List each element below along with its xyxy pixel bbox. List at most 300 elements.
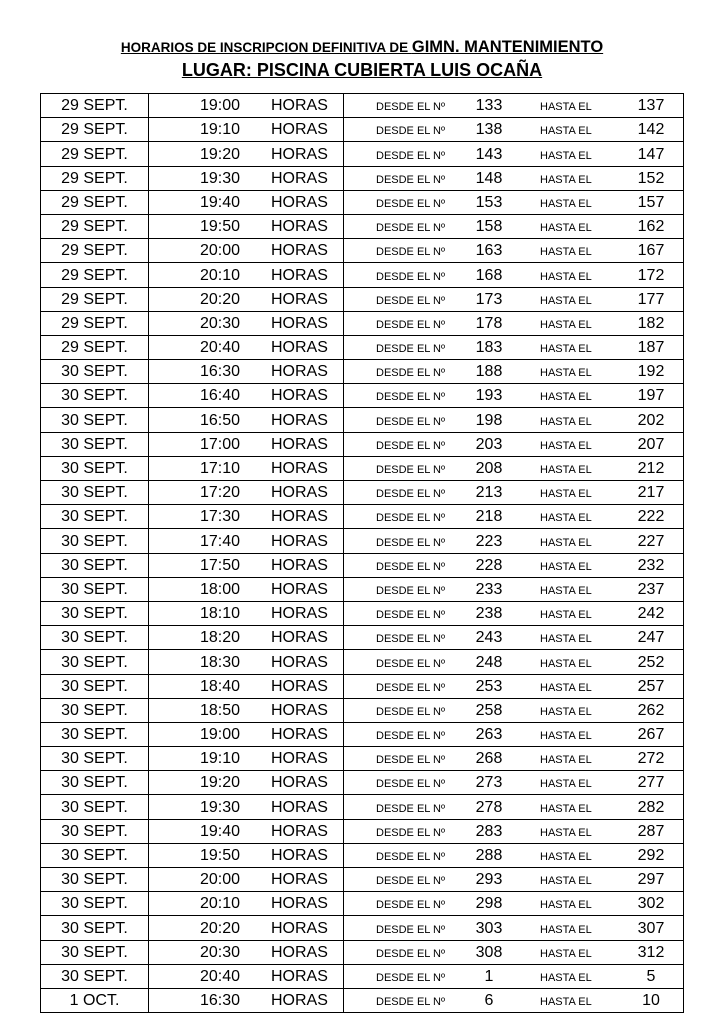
hasta-label: HASTA EL (540, 754, 592, 767)
detail-cell (149, 650, 684, 674)
desde-label: DESDE EL Nº (376, 512, 446, 525)
row-to-number: 312 (637, 943, 665, 961)
row-time: 20:30 (199, 943, 241, 961)
detail-cell (149, 988, 684, 1012)
row-to-number: 222 (637, 508, 665, 526)
detail-cell (149, 577, 684, 601)
row-to-number: 147 (637, 145, 665, 163)
date-cell (41, 698, 149, 722)
horas-label: HORAS (271, 726, 328, 744)
date-cell (41, 843, 149, 867)
title-prefix: HORARIOS DE INSCRIPCION DEFINITIVA DE (120, 40, 412, 55)
date-cell (41, 819, 149, 843)
desde-label: DESDE EL Nº (376, 464, 446, 476)
row-time: 17:40 (199, 532, 241, 550)
date-cell (41, 190, 149, 214)
date-cell (41, 408, 149, 432)
table-row (41, 239, 684, 263)
hasta-label: HASTA EL (540, 875, 592, 888)
desde-label: DESDE EL Nº (376, 899, 446, 912)
row-time: 20:30 (199, 314, 241, 332)
horas-label: HORAS (271, 193, 328, 211)
row-date: 30 SEPT. (61, 677, 128, 695)
desde-label: DESDE EL Nº (376, 947, 446, 960)
horas-label: HORAS (271, 290, 328, 308)
detail-cell (149, 118, 684, 142)
horas-label: HORAS (271, 169, 328, 187)
table-row (41, 722, 684, 746)
table-row (41, 190, 684, 214)
horas-label: HORAS (271, 411, 328, 429)
row-date: 29 SEPT. (61, 169, 128, 187)
row-to-number: 10 (642, 992, 660, 1010)
table-row (41, 626, 684, 650)
row-time: 20:40 (199, 339, 241, 357)
row-time: 20:20 (199, 919, 241, 937)
row-from-number: 288 (475, 847, 503, 864)
table-row (41, 214, 684, 238)
detail-cell (149, 311, 684, 335)
detail-cell (149, 795, 684, 819)
table-row (41, 287, 684, 311)
horas-label: HORAS (271, 242, 328, 260)
hasta-label: HASTA EL (540, 681, 592, 694)
row-date: 30 SEPT. (61, 508, 128, 526)
desde-label: DESDE EL Nº (376, 875, 446, 888)
hasta-label: HASTA EL (540, 439, 592, 452)
desde-label: DESDE EL Nº (376, 705, 446, 718)
horas-label: HORAS (271, 145, 328, 163)
row-to-number: 242 (637, 605, 665, 623)
row-from-number: 293 (475, 871, 503, 889)
desde-label: DESDE EL Nº (376, 391, 446, 404)
row-to-number: 187 (637, 339, 665, 357)
row-from-number: 143 (475, 145, 503, 163)
column-divider (343, 505, 344, 528)
hasta-label: HASTA EL (540, 923, 592, 936)
row-from-number: 6 (484, 992, 494, 1010)
column-divider (343, 239, 344, 262)
row-to-number: 142 (637, 121, 665, 139)
row-from-number: 178 (475, 314, 503, 332)
row-from-number: 308 (475, 943, 503, 961)
hasta-label: HASTA EL (540, 971, 592, 984)
column-divider (343, 892, 344, 915)
date-cell (41, 360, 149, 384)
date-cell (41, 94, 149, 118)
row-to-number: 287 (637, 822, 665, 840)
table-row (41, 601, 684, 625)
desde-label: DESDE EL Nº (376, 802, 446, 815)
desde-label: DESDE EL Nº (376, 101, 446, 114)
horas-label: HORAS (271, 580, 328, 598)
desde-label: DESDE EL Nº (376, 778, 446, 791)
detail-cell (149, 481, 684, 505)
row-time: 19:00 (199, 97, 241, 115)
hasta-label: HASTA EL (540, 802, 592, 815)
hasta-label: HASTA EL (540, 996, 592, 1009)
horas-label: HORAS (271, 363, 328, 381)
horas-label: HORAS (271, 629, 328, 647)
detail-cell (149, 94, 684, 118)
detail-cell (149, 819, 684, 843)
column-divider (343, 844, 344, 867)
column-divider (343, 384, 344, 407)
row-date: 30 SEPT. (61, 532, 128, 550)
row-to-number: 202 (637, 411, 665, 429)
table-row (41, 505, 684, 529)
row-time: 19:10 (199, 121, 241, 139)
detail-cell (149, 529, 684, 553)
row-to-number: 157 (637, 193, 665, 211)
column-divider (343, 433, 344, 456)
date-cell (41, 868, 149, 892)
row-to-number: 252 (637, 653, 665, 671)
row-time: 17:20 (199, 484, 241, 502)
row-time: 19:30 (199, 169, 241, 187)
row-date: 30 SEPT. (61, 605, 128, 623)
desde-label: DESDE EL Nº (376, 536, 446, 549)
column-divider (343, 868, 344, 891)
hasta-label: HASTA EL (540, 125, 592, 138)
hasta-label: HASTA EL (540, 560, 592, 573)
desde-label: DESDE EL Nº (376, 197, 446, 210)
column-divider (343, 408, 344, 431)
hasta-label: HASTA EL (540, 391, 592, 404)
table-row (41, 311, 684, 335)
row-date: 30 SEPT. (61, 411, 128, 429)
desde-label: DESDE EL Nº (376, 971, 446, 984)
row-to-number: 197 (637, 387, 665, 405)
row-time: 19:00 (199, 726, 241, 744)
desde-label: DESDE EL Nº (376, 681, 446, 694)
row-to-number: 162 (637, 218, 665, 236)
table-row (41, 529, 684, 553)
date-cell (41, 239, 149, 263)
row-time: 19:20 (199, 145, 241, 163)
column-divider (343, 142, 344, 165)
hasta-label: HASTA EL (540, 657, 592, 670)
row-date: 30 SEPT. (61, 847, 128, 864)
row-date: 30 SEPT. (61, 701, 128, 719)
date-cell (41, 916, 149, 940)
horas-label: HORAS (271, 435, 328, 453)
row-time: 17:50 (199, 556, 241, 574)
date-cell (41, 964, 149, 988)
row-from-number: 283 (475, 822, 503, 840)
date-cell (41, 795, 149, 819)
row-from-number: 248 (475, 653, 503, 671)
row-date: 29 SEPT. (61, 193, 128, 211)
row-date: 29 SEPT. (61, 339, 128, 357)
date-cell (41, 650, 149, 674)
row-from-number: 263 (475, 726, 503, 744)
detail-cell (149, 214, 684, 238)
desde-label: DESDE EL Nº (376, 754, 446, 767)
horas-label: HORAS (271, 218, 328, 236)
desde-label: DESDE EL Nº (376, 318, 446, 331)
detail-cell (149, 722, 684, 746)
desde-label: DESDE EL Nº (376, 439, 446, 452)
date-cell (41, 287, 149, 311)
table-row (41, 142, 684, 166)
row-date: 30 SEPT. (61, 726, 128, 744)
detail-cell (149, 674, 684, 698)
row-to-number: 207 (637, 435, 665, 453)
table-row (41, 432, 684, 456)
date-cell (41, 432, 149, 456)
horas-label: HORAS (271, 871, 328, 889)
column-divider (343, 723, 344, 746)
table-row (41, 843, 684, 867)
row-to-number: 257 (637, 677, 665, 695)
detail-cell (149, 843, 684, 867)
detail-cell (149, 747, 684, 771)
row-time: 19:20 (199, 774, 241, 792)
title-activity: GIMN. MANTENIMIENTO (411, 38, 604, 56)
row-time: 17:10 (199, 460, 241, 477)
horas-label: HORAS (271, 847, 328, 864)
row-to-number: 192 (637, 363, 665, 381)
horas-label: HORAS (271, 919, 328, 937)
desde-label: DESDE EL Nº (376, 222, 446, 235)
table-row (41, 650, 684, 674)
row-date: 29 SEPT. (61, 145, 128, 163)
column-divider (343, 457, 344, 480)
row-from-number: 203 (475, 435, 503, 453)
hasta-label: HASTA EL (540, 609, 592, 622)
hasta-label: HASTA EL (540, 415, 592, 428)
horas-label: HORAS (271, 387, 328, 405)
detail-cell (149, 432, 684, 456)
row-time: 18:30 (199, 653, 241, 671)
date-cell (41, 747, 149, 771)
row-from-number: 223 (475, 532, 503, 550)
row-from-number: 158 (475, 218, 503, 236)
horas-label: HORAS (271, 967, 328, 985)
row-to-number: 282 (637, 798, 665, 816)
horas-label: HORAS (271, 653, 328, 671)
row-to-number: 292 (637, 847, 665, 864)
row-to-number: 277 (637, 774, 665, 792)
hasta-label: HASTA EL (540, 778, 592, 791)
row-to-number: 227 (637, 532, 665, 550)
column-divider (343, 650, 344, 673)
document-title (0, 38, 724, 57)
detail-cell (149, 916, 684, 940)
row-time: 19:50 (199, 847, 241, 864)
date-cell (41, 529, 149, 553)
row-date: 1 OCT. (69, 992, 120, 1010)
hasta-label: HASTA EL (540, 343, 592, 356)
table-row (41, 868, 684, 892)
row-from-number: 193 (475, 387, 503, 405)
row-time: 16:40 (199, 387, 241, 405)
row-date: 30 SEPT. (61, 750, 128, 768)
date-cell (41, 263, 149, 287)
hasta-label: HASTA EL (540, 584, 592, 597)
desde-label: DESDE EL Nº (376, 609, 446, 622)
row-time: 20:10 (199, 895, 241, 913)
row-to-number: 217 (637, 484, 665, 502)
column-divider (343, 215, 344, 238)
date-cell (41, 481, 149, 505)
detail-cell (149, 360, 684, 384)
row-to-number: 212 (637, 460, 665, 477)
table-row (41, 335, 684, 359)
table-row (41, 384, 684, 408)
row-to-number: 307 (637, 919, 665, 937)
desde-label: DESDE EL Nº (376, 851, 446, 863)
column-divider (343, 167, 344, 190)
row-date: 30 SEPT. (61, 580, 128, 598)
schedule-table (40, 93, 684, 1013)
date-cell (41, 456, 149, 480)
row-date: 30 SEPT. (61, 943, 128, 961)
row-from-number: 253 (475, 677, 503, 695)
horas-label: HORAS (271, 97, 328, 115)
date-cell (41, 674, 149, 698)
row-to-number: 297 (637, 871, 665, 889)
horas-label: HORAS (271, 798, 328, 816)
detail-cell (149, 408, 684, 432)
detail-cell (149, 166, 684, 190)
detail-cell (149, 142, 684, 166)
hasta-label: HASTA EL (540, 318, 592, 331)
horas-label: HORAS (271, 605, 328, 623)
row-from-number: 238 (475, 605, 503, 623)
column-divider (343, 965, 344, 988)
row-from-number: 218 (475, 508, 503, 526)
row-date: 30 SEPT. (61, 484, 128, 502)
table-row (41, 940, 684, 964)
row-date: 29 SEPT. (61, 121, 128, 139)
column-divider (343, 191, 344, 214)
row-from-number: 213 (475, 484, 503, 502)
row-to-number: 232 (637, 556, 665, 574)
row-time: 17:00 (199, 435, 241, 453)
row-time: 20:20 (199, 290, 241, 308)
column-divider (343, 529, 344, 552)
horas-label: HORAS (271, 822, 328, 840)
row-time: 20:10 (199, 266, 241, 284)
table-row (41, 456, 684, 480)
row-time: 20:40 (199, 967, 241, 985)
horas-label: HORAS (271, 532, 328, 550)
row-date: 29 SEPT. (61, 242, 128, 260)
table-row (41, 360, 684, 384)
column-divider (343, 263, 344, 286)
table-row (41, 892, 684, 916)
schedule-body (41, 94, 684, 1013)
detail-cell (149, 626, 684, 650)
horas-label: HORAS (271, 121, 328, 139)
row-date: 30 SEPT. (61, 653, 128, 671)
row-date: 30 SEPT. (61, 798, 128, 816)
row-date: 29 SEPT. (61, 266, 128, 284)
date-cell (41, 771, 149, 795)
row-from-number: 163 (475, 242, 503, 260)
row-time: 18:40 (199, 677, 241, 695)
hasta-label: HASTA EL (540, 536, 592, 549)
hasta-label: HASTA EL (540, 512, 592, 525)
date-cell (41, 166, 149, 190)
date-cell (41, 118, 149, 142)
desde-label: DESDE EL Nº (376, 246, 446, 259)
row-to-number: 262 (637, 701, 665, 719)
hasta-label: HASTA EL (540, 705, 592, 718)
detail-cell (149, 505, 684, 529)
desde-label: DESDE EL Nº (376, 415, 446, 428)
desde-label: DESDE EL Nº (376, 826, 446, 839)
row-time: 19:10 (199, 750, 241, 768)
desde-label: DESDE EL Nº (376, 996, 446, 1009)
row-date: 29 SEPT. (61, 290, 128, 308)
column-divider (343, 578, 344, 601)
row-from-number: 168 (475, 266, 503, 284)
row-from-number: 298 (475, 895, 503, 913)
column-divider (343, 336, 344, 359)
horas-label: HORAS (271, 992, 328, 1010)
hasta-label: HASTA EL (540, 947, 592, 960)
hasta-label: HASTA EL (540, 899, 592, 912)
row-to-number: 167 (637, 242, 665, 260)
horas-label: HORAS (271, 750, 328, 768)
hasta-label: HASTA EL (540, 851, 592, 863)
hasta-label: HASTA EL (540, 488, 592, 501)
detail-cell (149, 287, 684, 311)
desde-label: DESDE EL Nº (376, 923, 446, 936)
row-time: 16:30 (199, 363, 241, 381)
row-from-number: 188 (475, 363, 503, 381)
row-date: 30 SEPT. (61, 460, 128, 477)
row-to-number: 177 (637, 290, 665, 308)
detail-cell (149, 964, 684, 988)
desde-label: DESDE EL Nº (376, 270, 446, 283)
table-row (41, 166, 684, 190)
detail-cell (149, 553, 684, 577)
date-cell (41, 142, 149, 166)
detail-cell (149, 190, 684, 214)
desde-label: DESDE EL Nº (376, 343, 446, 356)
table-row (41, 118, 684, 142)
horas-label: HORAS (271, 508, 328, 526)
desde-label: DESDE EL Nº (376, 367, 446, 380)
column-divider (343, 288, 344, 311)
row-from-number: 173 (475, 290, 503, 308)
row-date: 30 SEPT. (61, 556, 128, 574)
column-divider (343, 312, 344, 335)
date-cell (41, 311, 149, 335)
column-divider (343, 481, 344, 504)
row-from-number: 138 (475, 121, 503, 139)
table-row (41, 698, 684, 722)
row-time: 18:10 (199, 605, 241, 623)
desde-label: DESDE EL Nº (376, 584, 446, 597)
row-time: 18:20 (199, 629, 241, 647)
desde-label: DESDE EL Nº (376, 149, 446, 162)
column-divider (343, 675, 344, 698)
desde-label: DESDE EL Nº (376, 125, 446, 138)
hasta-label: HASTA EL (540, 197, 592, 210)
row-from-number: 303 (475, 919, 503, 937)
column-divider (343, 602, 344, 625)
horas-label: HORAS (271, 460, 328, 477)
detail-cell (149, 335, 684, 359)
table-row (41, 988, 684, 1012)
column-divider (343, 94, 344, 117)
row-time: 16:30 (199, 992, 241, 1010)
